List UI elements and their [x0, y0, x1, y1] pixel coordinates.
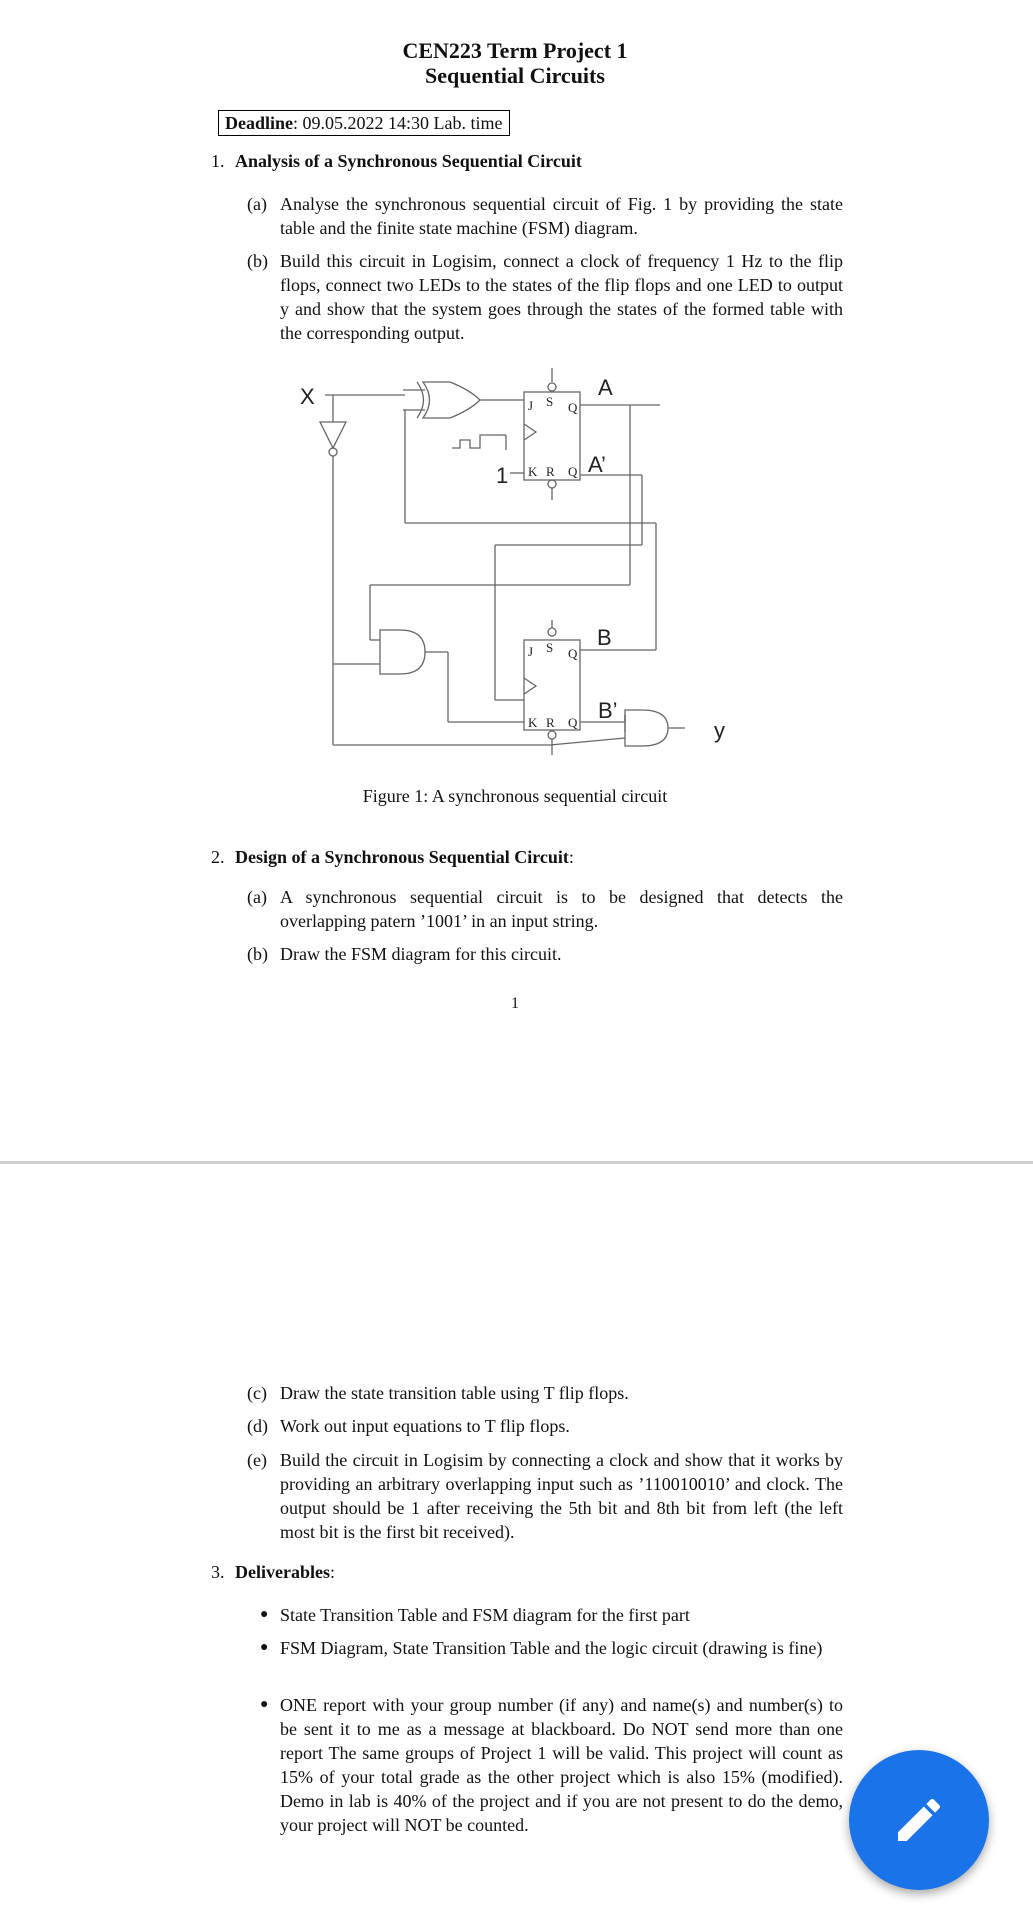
ff-b-s: S	[546, 640, 554, 655]
section1-item-a	[247, 192, 843, 240]
item-text: FSM Diagram, State Transition Table and the logic circuit (drawing is fine)	[280, 1638, 823, 1658]
bullet-icon: ●	[260, 1640, 269, 1655]
item-text: Build the circuit in Logisim by connecting a clock and show that it works by providing an arbitrary overlapping input such as ’110010010’ and clock. The output should be 1 after receiving the 5th bit and 8th bit from left (the left most bit is the first bit received).	[280, 1450, 843, 1542]
label-a-bar: A’	[588, 452, 606, 477]
page-number: 1	[511, 995, 519, 1012]
section2-item-e	[247, 1448, 843, 1544]
section1-number: 1.	[211, 151, 225, 171]
section3-title: Deliverables	[235, 1562, 330, 1582]
xor-back-curve	[417, 382, 424, 418]
item-text: Draw the FSM diagram for this circuit.	[280, 944, 562, 964]
ff-a-q: Q	[568, 400, 578, 415]
section2-item-c	[247, 1381, 843, 1405]
label-a: A	[598, 375, 613, 400]
xor-gate	[423, 382, 480, 418]
deadline-label: Deadline	[225, 113, 294, 133]
doc-subtitle: Sequential Circuits	[425, 63, 605, 88]
not-gate	[320, 422, 346, 448]
item-text: Draw the state transition table using T flip flops.	[280, 1383, 629, 1403]
and-gate-1	[380, 630, 425, 674]
section2-colon: :	[568, 847, 574, 867]
bullet-icon: ●	[260, 1697, 269, 1712]
section1-item-b	[247, 249, 843, 345]
deliverable-item	[260, 1693, 843, 1837]
label-one: 1	[496, 463, 509, 488]
section2-item-d	[247, 1414, 843, 1438]
ff-a-k: K	[528, 464, 538, 479]
label-x: X	[300, 384, 315, 409]
label-b: B	[597, 625, 612, 650]
item-label: (d)	[247, 1416, 268, 1436]
clock-icon	[452, 435, 492, 448]
doc-title: CEN223 Term Project 1	[402, 38, 628, 63]
item-text: State Transition Table and FSM diagram for the first part	[280, 1605, 690, 1625]
deadline-box	[218, 110, 510, 136]
ff-a-r: R	[546, 464, 555, 479]
item-text: ONE report with your group number (if any) and name(s) and number(s) to be sent it to me as a message at blackboard. Do NOT send more than one report The same groups of Project 1 will be valid. This project will count as 15% of your total grade as the other project which is also 15% (modified). Demo in lab is 40% of the project and if you are not present to do the demo, your project will NOT be counted.	[280, 1695, 843, 1835]
section1-heading	[211, 149, 582, 173]
deliverable-item	[260, 1636, 843, 1660]
item-label: (a)	[247, 194, 267, 214]
ff-b-r: R	[546, 715, 555, 730]
ff-a-j: J	[528, 398, 534, 413]
figure-caption: Figure 1: A synchronous sequential circuit	[362, 786, 668, 806]
section2-title: Design of a Synchronous Sequential Circuit	[235, 847, 569, 867]
page-divider	[0, 1161, 1033, 1164]
and-gate-2	[625, 710, 668, 746]
ff-a-s: S	[546, 394, 554, 409]
bullet-icon: ●	[260, 1607, 269, 1622]
ff-b-q: Q	[568, 646, 578, 661]
edit-fab-button[interactable]	[849, 1750, 989, 1890]
item-label: (e)	[247, 1450, 267, 1470]
circuit-diagram	[280, 360, 760, 770]
section3-colon: :	[329, 1562, 335, 1582]
ff-a-qbar: Q	[568, 464, 578, 479]
deadline-value: : 09.05.2022 14:30 Lab. time	[293, 113, 503, 133]
item-text: Analyse the synchronous sequential circuit of Fig. 1 by providing the state table and the finite state machine (FSM) diagram.	[280, 194, 843, 238]
section1-title: Analysis of a Synchronous Sequential Circuit	[235, 151, 582, 171]
deliverable-item	[260, 1603, 843, 1627]
item-text: A synchronous sequential circuit is to be designed that detects the overlapping patern ’1001’ in an input string.	[280, 887, 843, 931]
section2-number: 2.	[211, 847, 225, 867]
item-label: (b)	[247, 251, 268, 271]
ff-b-qbar: Q	[568, 715, 578, 730]
label-b-bar: B’	[598, 698, 618, 723]
ff-b-j: J	[528, 644, 534, 659]
section2-heading	[211, 845, 574, 869]
section2-item-b	[247, 942, 843, 966]
pencil-icon	[891, 1792, 947, 1848]
section3-heading	[211, 1560, 335, 1584]
item-label: (b)	[247, 944, 268, 964]
item-text: Build this circuit in Logisim, connect a clock of frequency 1 Hz to the flip flops, connect two LEDs to the states of the flip flops and one LED to output y and show that the system goes through the states of the formed table with the corresponding output.	[280, 251, 843, 343]
label-y: y	[714, 718, 725, 743]
item-label: (a)	[247, 887, 267, 907]
item-label: (c)	[247, 1383, 267, 1403]
ff-b-k: K	[528, 715, 538, 730]
section3-number: 3.	[211, 1562, 225, 1582]
item-text: Work out input equations to T flip flops.	[280, 1416, 570, 1436]
section2-item-a	[247, 885, 843, 933]
